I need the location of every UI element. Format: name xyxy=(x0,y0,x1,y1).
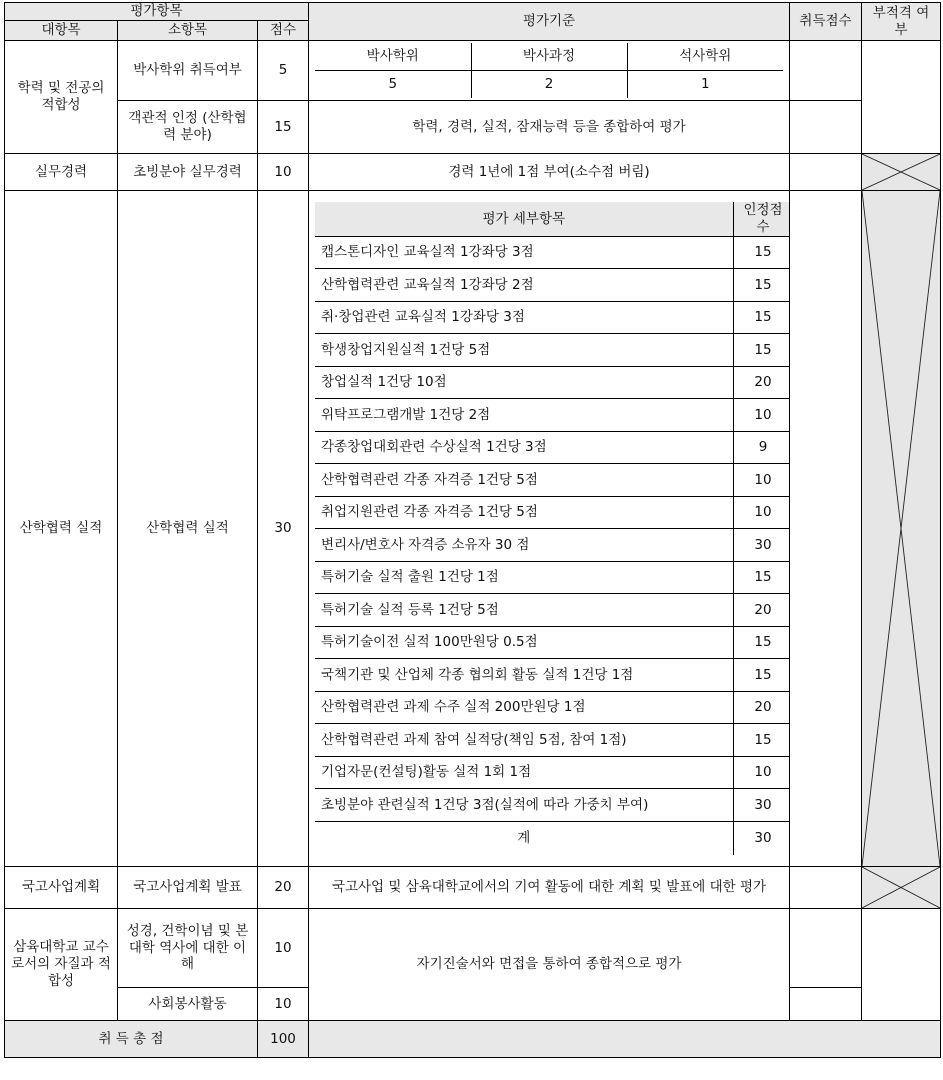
degree-levels xyxy=(309,41,790,101)
industry-item-score: 20 xyxy=(733,691,790,724)
industry-item-row xyxy=(315,366,790,399)
experience-major: 실무경력 xyxy=(5,154,118,191)
industry-item-name: 위탁프로그램개발 1건당 2점 xyxy=(315,399,733,432)
industry-item-row xyxy=(315,334,790,367)
total-label: 취 득 총 점 xyxy=(5,1021,258,1058)
industry-item-row xyxy=(315,496,790,529)
cross-mark-icon xyxy=(862,154,940,190)
industry-item-name: 산학협력관련 과제 참여 실적당(책임 5점, 참여 1점) xyxy=(315,724,733,757)
cross-mark-icon xyxy=(862,867,940,908)
industry-item-row xyxy=(315,464,790,497)
industry-item-name: 취업지원관련 각종 자격증 1건당 5점 xyxy=(315,496,733,529)
industry-detail xyxy=(309,191,790,867)
acquired-score-cell[interactable] xyxy=(790,191,862,867)
industry-item-row xyxy=(315,659,790,692)
total-blank xyxy=(309,1021,941,1058)
acquired-score-cell[interactable] xyxy=(790,41,862,101)
industry-item-name: 산학협력관련 교육실적 1강좌당 2점 xyxy=(315,269,733,302)
objective-criteria: 학력, 경력, 실적, 잠재능력 등을 종합하여 평가 xyxy=(309,101,790,154)
experience-points: 10 xyxy=(258,154,309,191)
industry-item-row xyxy=(315,594,790,627)
score-header: 인정점수 xyxy=(733,202,790,236)
not-applicable-cell xyxy=(862,154,941,191)
ineligible-cell[interactable] xyxy=(862,909,941,1021)
industry-item-row xyxy=(315,789,790,822)
header-acquired-score: 취득점수 xyxy=(790,3,862,41)
degree-level-table xyxy=(315,43,783,98)
acquired-score-cell[interactable] xyxy=(790,101,862,154)
industry-item-score: 30 xyxy=(733,789,790,822)
header-minor: 소항목 xyxy=(118,21,258,41)
industry-item-score: 15 xyxy=(733,269,790,302)
evaluation-table xyxy=(4,2,941,1058)
project-criteria: 국고사업 및 삼육대학교에서의 기여 활동에 대한 계획 및 발표에 대한 평가 xyxy=(309,867,790,909)
experience-minor: 초빙분야 실무경력 xyxy=(118,154,258,191)
faculty-criteria: 자기진술서와 면접을 통하여 종합적으로 평가 xyxy=(309,909,790,1021)
not-applicable-cell xyxy=(862,867,941,909)
not-applicable-cell xyxy=(862,191,941,867)
industry-item-score: 10 xyxy=(733,756,790,789)
industry-item-row xyxy=(315,269,790,302)
degree-points: 5 xyxy=(258,41,309,101)
industry-total-score: 30 xyxy=(733,821,790,855)
industry-item-name: 산학협력관련 과제 수주 실적 200만원당 1점 xyxy=(315,691,733,724)
industry-item-row xyxy=(315,691,790,724)
ineligible-cell[interactable] xyxy=(862,41,941,154)
header-eval-items: 평가항목 xyxy=(5,3,309,21)
industry-item-score: 15 xyxy=(733,334,790,367)
industry-item-score: 15 xyxy=(733,301,790,334)
objective-points: 15 xyxy=(258,101,309,154)
experience-criteria: 경력 1년에 1점 부여(소수점 버림) xyxy=(309,154,790,191)
degree-level-score: 5 xyxy=(315,71,471,99)
industry-item-row xyxy=(315,561,790,594)
header-points: 점수 xyxy=(258,21,309,41)
industry-item-score: 10 xyxy=(733,399,790,432)
degree-level-label: 박사과정 xyxy=(471,43,627,71)
industry-points: 30 xyxy=(258,191,309,867)
industry-item-name: 창업실적 1건당 10점 xyxy=(315,366,733,399)
detail-header: 평가 세부항목 xyxy=(315,202,733,236)
project-points: 20 xyxy=(258,867,309,909)
industry-item-name: 특허기술 실적 출원 1건당 1점 xyxy=(315,561,733,594)
acquired-score-cell[interactable] xyxy=(790,909,862,988)
project-minor: 국고사업계획 발표 xyxy=(118,867,258,909)
service-minor: 사회봉사활동 xyxy=(118,988,258,1021)
industry-item-row xyxy=(315,724,790,757)
industry-item-score: 15 xyxy=(733,561,790,594)
industry-major: 산학협력 실적 xyxy=(5,191,118,867)
industry-item-score: 15 xyxy=(733,236,790,269)
objective-minor: 객관적 인정 (산학협력 분야) xyxy=(118,101,258,154)
industry-item-row xyxy=(315,301,790,334)
industry-item-score: 20 xyxy=(733,366,790,399)
acquired-score-cell[interactable] xyxy=(790,154,862,191)
cross-mark-icon xyxy=(862,191,940,866)
industry-item-name: 캡스톤디자인 교육실적 1강좌당 3점 xyxy=(315,236,733,269)
service-points: 10 xyxy=(258,988,309,1021)
industry-item-row xyxy=(315,626,790,659)
industry-item-score: 15 xyxy=(733,724,790,757)
industry-item-name: 특허기술 실적 등록 1건당 5점 xyxy=(315,594,733,627)
industry-item-name: 각종창업대회관련 수상실적 1건당 3점 xyxy=(315,431,733,464)
understanding-points: 10 xyxy=(258,909,309,988)
industry-item-row xyxy=(315,431,790,464)
industry-item-score: 15 xyxy=(733,659,790,692)
industry-item-score: 9 xyxy=(733,431,790,464)
industry-item-table xyxy=(315,202,790,855)
header-criteria: 평가기준 xyxy=(309,3,790,41)
industry-item-score: 15 xyxy=(733,626,790,659)
degree-level-score: 2 xyxy=(471,71,627,99)
understanding-minor: 성경, 건학이념 및 본 대학 역사에 대한 이해 xyxy=(118,909,258,988)
industry-total-label: 계 xyxy=(315,821,733,855)
degree-level-label: 박사학위 xyxy=(315,43,471,71)
industry-item-row xyxy=(315,236,790,269)
industry-minor: 산학협력 실적 xyxy=(118,191,258,867)
industry-item-name: 특허기술이전 실적 100만원당 0.5점 xyxy=(315,626,733,659)
industry-item-name: 취·창업관련 교육실적 1강좌당 3점 xyxy=(315,301,733,334)
industry-item-name: 기업자문(컨설팅)활동 실적 1회 1점 xyxy=(315,756,733,789)
acquired-score-cell[interactable] xyxy=(790,867,862,909)
header-major: 대항목 xyxy=(5,21,118,41)
industry-item-name: 국책기관 및 산업체 각종 협의회 활동 실적 1건당 1점 xyxy=(315,659,733,692)
industry-item-score: 30 xyxy=(733,529,790,562)
faculty-major: 삼육대학교 교수로서의 자질과 적합성 xyxy=(5,909,118,1021)
industry-item-row xyxy=(315,399,790,432)
total-points: 100 xyxy=(258,1021,309,1058)
industry-total-row xyxy=(315,821,790,855)
industry-item-name: 산학협력관련 각종 자격증 1건당 5점 xyxy=(315,464,733,497)
industry-item-row xyxy=(315,529,790,562)
degree-level-label: 석사학위 xyxy=(627,43,783,71)
acquired-score-cell[interactable] xyxy=(790,988,862,1021)
industry-item-name: 학생창업지원실적 1건당 5점 xyxy=(315,334,733,367)
industry-item-score: 20 xyxy=(733,594,790,627)
industry-item-name: 변리사/변호사 자격증 소유자 30 점 xyxy=(315,529,733,562)
industry-item-name: 초빙분야 관련실적 1건당 3점(실적에 따라 가중치 부여) xyxy=(315,789,733,822)
industry-item-score: 10 xyxy=(733,496,790,529)
degree-minor: 박사학위 취득여부 xyxy=(118,41,258,101)
header-ineligible: 부적격 여부 xyxy=(862,3,941,41)
degree-level-score: 1 xyxy=(627,71,783,99)
industry-item-row xyxy=(315,756,790,789)
education-major: 학력 및 전공의 적합성 xyxy=(5,41,118,154)
project-major: 국고사업계획 xyxy=(5,867,118,909)
industry-item-score: 10 xyxy=(733,464,790,497)
